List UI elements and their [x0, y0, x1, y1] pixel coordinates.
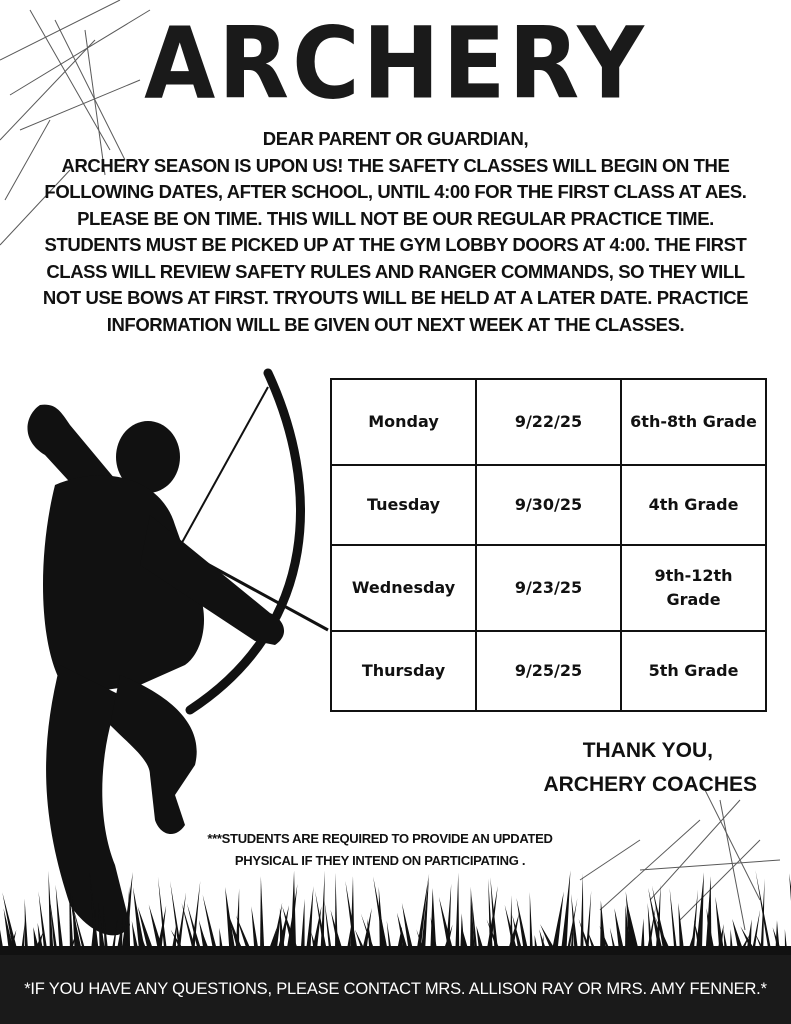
page-title: ARCHERY — [144, 5, 647, 122]
date-cell: 9/22/25 — [476, 379, 621, 465]
physical-requirement-note — [180, 828, 580, 872]
date-cell: 9/23/25 — [476, 545, 621, 631]
grass-icon — [0, 868, 791, 960]
closing-line-coaches: ARCHERY COACHES — [543, 773, 757, 796]
table-row — [331, 545, 766, 631]
note-line: PHYSICAL IF THEY INTEND ON PARTICIPATING . — [234, 853, 526, 868]
closing-line-thanks: THANK YOU, — [582, 739, 713, 762]
letter-line: INFORMATION WILL BE GIVEN OUT NEXT WEEK AT THE CLASSES. — [106, 313, 685, 335]
letter-line: CLASS WILL REVIEW SAFETY RULES AND RANGER COMMANDS, SO THEY WILL — [46, 260, 745, 282]
note-line: ***STUDENTS ARE REQUIRED TO PROVIDE AN UPDATED — [207, 831, 553, 846]
letter-line: ARCHERY SEASON IS UPON US! THE SAFETY CLASSES WILL BEGIN ON THE — [61, 154, 730, 176]
letter-line: PLEASE BE ON TIME. THIS WILL NOT BE OUR REGULAR PRACTICE TIME. — [77, 207, 714, 229]
table-row — [331, 465, 766, 545]
letter-line: NOT USE BOWS AT FIRST. TRYOUTS WILL BE HELD AT A LATER DATE. PRACTICE — [42, 287, 749, 308]
letter-line: FOLLOWING DATES, AFTER SCHOOL, UNTIL 4:00 FOR THE FIRST CLASS AT AES. — [44, 181, 747, 202]
grade-cell: 6th-8th Grade — [621, 379, 766, 465]
footer-text: *IF YOU HAVE ANY QUESTIONS, PLEASE CONTACT MRS. ALLISON RAY OR MRS. AMY FENNER.* — [24, 980, 767, 998]
table-row — [331, 379, 766, 465]
table-row — [331, 631, 766, 711]
letter-line: STUDENTS MUST BE PICKED UP AT THE GYM LOBBY DOORS AT 4:00. THE FIRST — [44, 234, 747, 255]
day-cell: Tuesday — [331, 465, 476, 545]
grade-cell: 4th Grade — [621, 465, 766, 545]
letter-body — [14, 126, 777, 338]
letter-line: DEAR PARENT OR GUARDIAN, — [262, 128, 529, 149]
closing-signature — [543, 734, 757, 802]
day-cell: Monday — [331, 379, 476, 465]
date-cell: 9/30/25 — [476, 465, 621, 545]
schedule-table — [330, 378, 767, 712]
date-cell: 9/25/25 — [476, 631, 621, 711]
grade-cell: 9th-12th Grade — [621, 545, 766, 631]
day-cell: Wednesday — [331, 545, 476, 631]
contact-footer — [0, 955, 791, 1024]
grade-cell: 5th Grade — [621, 631, 766, 711]
day-cell: Thursday — [331, 631, 476, 711]
